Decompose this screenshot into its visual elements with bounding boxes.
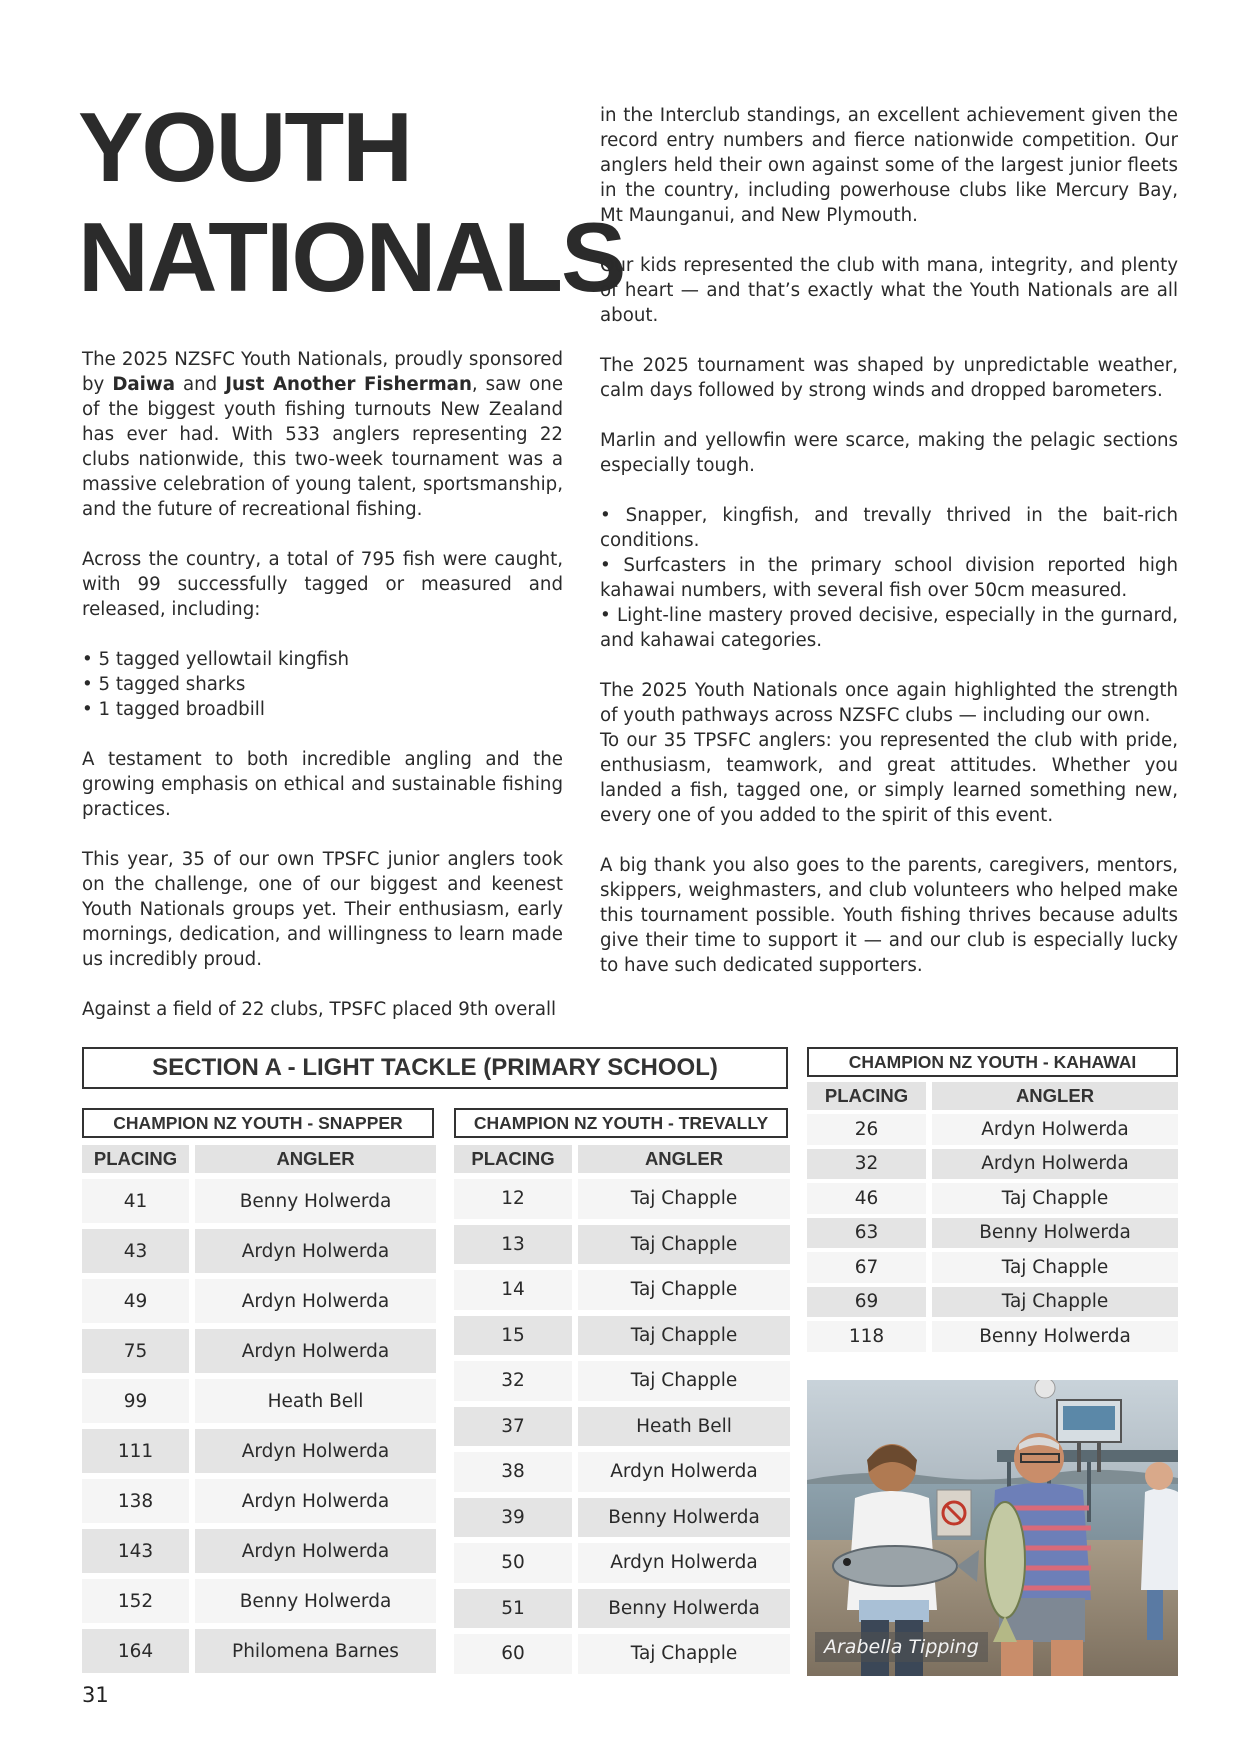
angler-cell: Ardyn Holwerda	[578, 1543, 790, 1583]
angler-cell: Benny Holwerda	[932, 1321, 1178, 1352]
angler-cell: Benny Holwerda	[932, 1218, 1178, 1249]
placing-cell: 67	[807, 1252, 926, 1283]
page-title	[78, 92, 624, 312]
table-row	[82, 1179, 436, 1223]
placing-header: PLACING	[82, 1145, 189, 1173]
snapper-results-table	[82, 1139, 436, 1679]
table-row	[807, 1149, 1178, 1180]
pathways-paragraph: The 2025 Youth Nationals once again highlighted the strength of youth pathways across NZSFC clubs — including our own.	[600, 680, 1178, 726]
conditions-item: • Surfcasters in the primary school division reported high kahawai numbers, with several fish over 50cm measured.	[600, 555, 1178, 601]
angler-header: ANGLER	[195, 1145, 436, 1173]
angler-cell: Heath Bell	[195, 1379, 436, 1423]
angler-cell: Taj Chapple	[932, 1287, 1178, 1318]
sponsor-daiwa: Daiwa	[112, 374, 175, 395]
conditions-list	[600, 503, 1178, 653]
intro-text: and	[175, 374, 226, 395]
angler-cell: Taj Chapple	[578, 1270, 790, 1310]
angler-header: ANGLER	[578, 1145, 790, 1173]
table-row	[82, 1479, 436, 1523]
placing-cell: 63	[807, 1218, 926, 1249]
photo-caption: Arabella Tipping	[815, 1632, 988, 1662]
angler-cell: Taj Chapple	[578, 1634, 790, 1674]
placing-cell: 26	[807, 1114, 926, 1145]
placing-cell: 49	[82, 1279, 189, 1323]
angler-cell: Taj Chapple	[578, 1316, 790, 1356]
placing-cell: 41	[82, 1179, 189, 1223]
table-row	[82, 1229, 436, 1273]
table-row	[807, 1287, 1178, 1318]
table-row	[454, 1316, 790, 1356]
placing-cell: 164	[82, 1629, 189, 1673]
placing-cell: 50	[454, 1543, 572, 1583]
placing-cell: 69	[807, 1287, 926, 1318]
placing-cell: 13	[454, 1225, 572, 1265]
placing-cell: 111	[82, 1429, 189, 1473]
placement-paragraph: Against a field of 22 clubs, TPSFC placed 9th overall	[82, 999, 557, 1020]
angler-cell: Ardyn Holwerda	[195, 1479, 436, 1523]
intro-text: The 2025 NZSFC Youth Nationals, proudly sponsored by	[82, 349, 563, 395]
angler-cell: Ardyn Holwerda	[932, 1114, 1178, 1145]
table-row	[454, 1179, 790, 1219]
placing-cell: 46	[807, 1183, 926, 1214]
table-row	[807, 1183, 1178, 1214]
anglers-photo	[807, 1380, 1178, 1676]
placing-cell: 32	[454, 1361, 572, 1401]
tag-list-item: • 1 tagged broadbill	[82, 699, 265, 720]
table-row	[454, 1361, 790, 1401]
angler-cell: Ardyn Holwerda	[195, 1279, 436, 1323]
table-row	[454, 1589, 790, 1629]
interclub-paragraph: in the Interclub standings, an excellent achievement given the record entry numbers and fierce nationwide competition. Our anglers held their own against some of the largest junior fleets in the country, including powerhouse clubs like Mercury Bay, Mt Maunganui, and New Plymouth.	[600, 105, 1178, 226]
angler-cell: Ardyn Holwerda	[195, 1529, 436, 1573]
angler-cell: Ardyn Holwerda	[195, 1329, 436, 1373]
placing-cell: 60	[454, 1634, 572, 1674]
trevally-results-table	[454, 1139, 790, 1680]
angler-cell: Ardyn Holwerda	[195, 1429, 436, 1473]
angler-cell: Ardyn Holwerda	[195, 1229, 436, 1273]
conditions-item: • Snapper, kingfish, and trevally thrived in the bait-rich conditions.	[600, 505, 1178, 551]
angler-cell: Benny Holwerda	[195, 1579, 436, 1623]
angler-cell: Taj Chapple	[578, 1179, 790, 1219]
placing-cell: 38	[454, 1452, 572, 1492]
table-row	[454, 1543, 790, 1583]
title-line-2: NATIONALS	[78, 202, 625, 312]
placing-cell: 138	[82, 1479, 189, 1523]
placing-cell: 152	[82, 1579, 189, 1623]
table-row	[807, 1252, 1178, 1283]
angler-cell: Taj Chapple	[578, 1225, 790, 1265]
table-row	[82, 1629, 436, 1673]
weather-paragraph: The 2025 tournament was shaped by unpredictable weather, calm days followed by strong winds and dropped barometers.	[600, 355, 1178, 401]
angler-cell: Ardyn Holwerda	[578, 1452, 790, 1492]
table-row	[82, 1429, 436, 1473]
placing-cell: 43	[82, 1229, 189, 1273]
table-row	[807, 1321, 1178, 1352]
intro-text: , saw one of the biggest youth fishing turnouts New Zealand has ever had. With 533 anglers representing 22 clubs nationwide, this two-week tournament was a massive celebration of young talent, sportsmanship, and the future of recreational fishing.	[82, 374, 564, 520]
angler-header: ANGLER	[932, 1082, 1178, 1110]
anglers-paragraph: To our 35 TPSFC anglers: you represented the club with pride, enthusiasm, teamwork, and great attitudes. Whether you landed a fish, tagged one, or simply learned something new, every one of you added to the spirit of this event.	[600, 730, 1178, 826]
mana-paragraph: Our kids represented the club with mana, integrity, and plenty of heart — and that’s exactly what the Youth Nationals are all about.	[600, 255, 1178, 326]
angler-cell: Taj Chapple	[932, 1252, 1178, 1283]
table-row	[82, 1379, 436, 1423]
intro-paragraph	[82, 347, 563, 522]
snapper-table-title: CHAMPION NZ YOUTH - SNAPPER	[82, 1108, 434, 1138]
table-row	[454, 1498, 790, 1538]
section-a-title: SECTION A - LIGHT TACKLE (PRIMARY SCHOOL)	[82, 1047, 788, 1089]
tpsfc-paragraph: This year, 35 of our own TPSFC junior anglers took on the challenge, one of our biggest and keenest Youth Nationals groups yet. Their enthusiasm, early mornings, dedication, and willingness to learn made us incredibly proud.	[82, 849, 563, 970]
sponsor-jaf: Just Another Fisherman	[225, 374, 472, 395]
conditions-item: • Light-line mastery proved decisive, especially in the gurnard, and kahawai categories.	[600, 605, 1178, 651]
table-row	[454, 1452, 790, 1492]
placing-header: PLACING	[807, 1082, 926, 1110]
placing-header: PLACING	[454, 1145, 572, 1173]
trevally-table-title: CHAMPION NZ YOUTH - TREVALLY	[454, 1108, 788, 1138]
placing-cell: 75	[82, 1329, 189, 1373]
placing-cell: 118	[807, 1321, 926, 1352]
placing-cell: 32	[807, 1149, 926, 1180]
placing-cell: 37	[454, 1407, 572, 1447]
angler-cell: Benny Holwerda	[578, 1498, 790, 1538]
thanks-paragraph: A big thank you also goes to the parents, caregivers, mentors, skippers, weighmasters, and club volunteers who helped make this tournament possible. Youth fishing thrives because adults give their time to support it — and our club is especially lucky to have such dedicated supporters.	[600, 855, 1178, 976]
angler-cell: Taj Chapple	[578, 1361, 790, 1401]
page-number: 31	[82, 1683, 109, 1707]
left-column	[82, 347, 563, 1022]
table-row	[454, 1407, 790, 1447]
table-row	[454, 1634, 790, 1674]
table-row	[82, 1279, 436, 1323]
placing-cell: 99	[82, 1379, 189, 1423]
table-row	[807, 1218, 1178, 1249]
catch-paragraph: Across the country, a total of 795 fish were caught, with 99 successfully tagged or measured and released, including:	[82, 549, 563, 620]
placing-cell: 12	[454, 1179, 572, 1219]
kahawai-results-table	[807, 1078, 1178, 1356]
placing-cell: 15	[454, 1316, 572, 1356]
table-row	[454, 1225, 790, 1265]
angler-cell: Benny Holwerda	[578, 1589, 790, 1629]
placing-cell: 51	[454, 1589, 572, 1629]
angler-cell: Taj Chapple	[932, 1183, 1178, 1214]
placing-cell: 39	[454, 1498, 572, 1538]
angler-cell: Heath Bell	[578, 1407, 790, 1447]
angler-cell: Philomena Barnes	[195, 1629, 436, 1673]
kahawai-table-title: CHAMPION NZ YOUTH - KAHAWAI	[807, 1047, 1178, 1077]
table-row	[82, 1329, 436, 1373]
testament-paragraph: A testament to both incredible angling and the growing emphasis on ethical and sustainable fishing practices.	[82, 749, 563, 820]
pelagic-paragraph: Marlin and yellowfin were scarce, making the pelagic sections especially tough.	[600, 430, 1178, 476]
table-row	[807, 1114, 1178, 1145]
tag-list-item: • 5 tagged sharks	[82, 674, 246, 695]
table-row	[454, 1270, 790, 1310]
placing-cell: 143	[82, 1529, 189, 1573]
right-column	[600, 103, 1178, 1003]
table-row	[82, 1529, 436, 1573]
tag-list	[82, 647, 563, 722]
table-row	[82, 1579, 436, 1623]
title-line-1: YOUTH	[78, 92, 411, 202]
angler-cell: Benny Holwerda	[195, 1179, 436, 1223]
placing-cell: 14	[454, 1270, 572, 1310]
angler-cell: Ardyn Holwerda	[932, 1149, 1178, 1180]
tag-list-item: • 5 tagged yellowtail kingfish	[82, 649, 350, 670]
